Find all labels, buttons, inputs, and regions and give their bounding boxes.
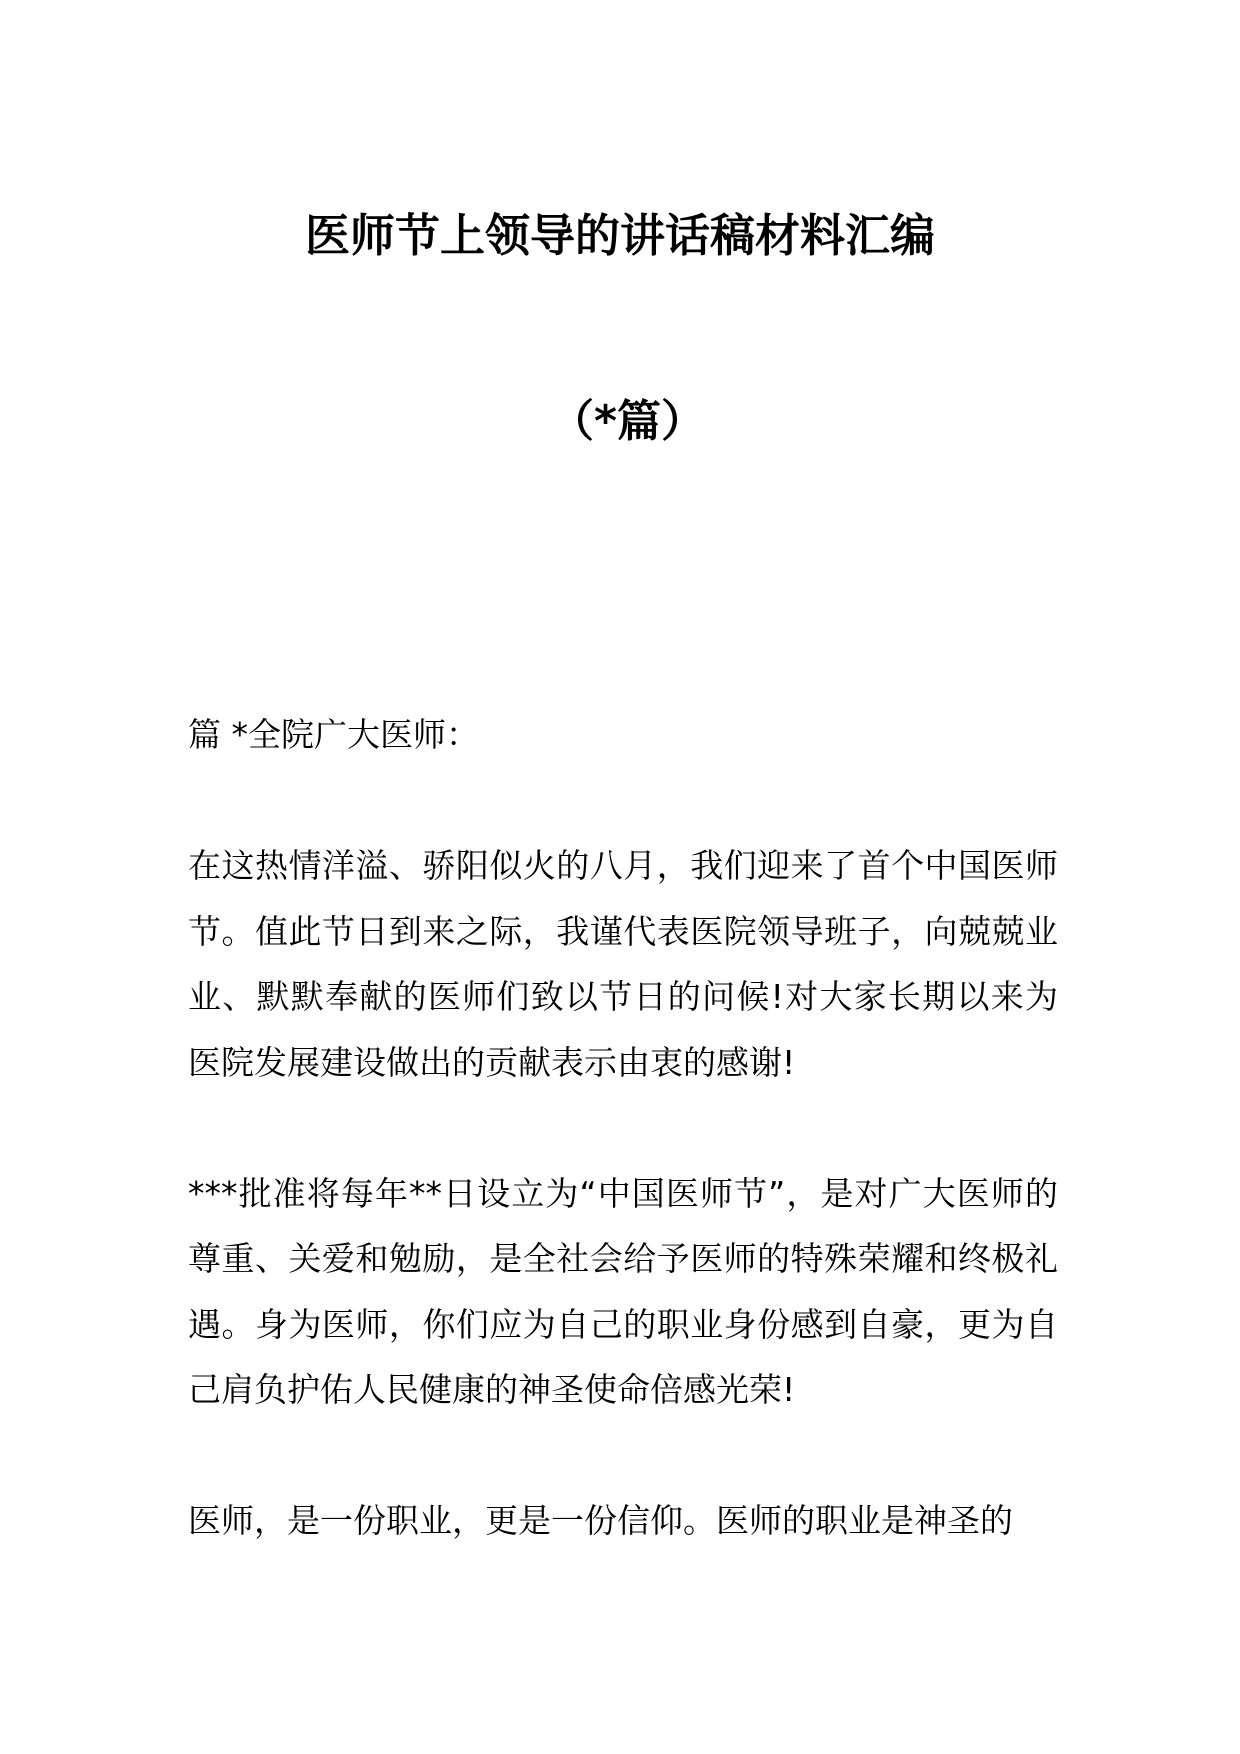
document-body [188,702,1058,1619]
document-subtitle: （*篇） [549,396,705,447]
body-paragraph-2: ***批准将每年**日设立为“中国医师节”，是对广大医师的尊重、关爱和勉励，是全社会给予医师的特殊荣耀和终极礼遇。身为医师，你们应为自己的职业身份感到自豪，更为自己肩负护佑人民健康的神圣使命倍感光荣! [188,1173,1058,1409]
salutation-paragraph: 篇 *全院广大医师： [188,715,479,754]
body-paragraph-1: 在这热情洋溢、骄阳似火的八月，我们迎来了首个中国医师节。值此节日到来之际，我谨代表医院领导班子，向兢兢业业、默默奉献的医师们致以节日的问候!对大家长期以来为医院发展建设做出的贡献表示由衷的感谢! [188,846,1058,1082]
body-paragraph-3: 医师，是一份职业，更是一份信仰。医师的职业是神圣的 [188,1501,1013,1540]
document-title: 医师节上领导的讲话稿材料汇编 [304,209,935,262]
